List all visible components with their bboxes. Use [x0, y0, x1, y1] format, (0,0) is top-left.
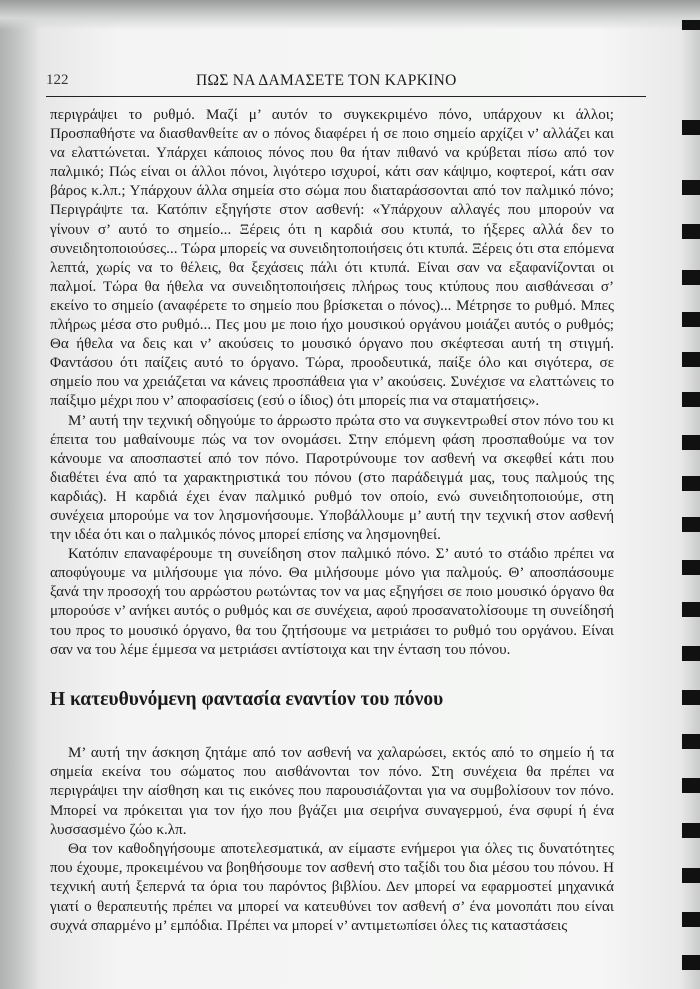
binding-tab: [682, 602, 700, 617]
binding-tab: [682, 955, 700, 970]
binding-tab: [682, 20, 700, 30]
binding-tab: [682, 224, 700, 239]
running-title: ΠΩΣ ΝΑ ΔΑΜΑΣΕΤΕ ΤΟΝ ΚΑΡΚΙΝΟ: [196, 72, 457, 89]
binding-tab: [682, 868, 700, 883]
paragraph: Μ’ αυτή την τεχνική οδηγούμε το άρρωστο πρώτα στο να συγκεντρωθεί στον πόνο του κι έπειτα του μαθαίνουμε πώς να τον ονομάσει. Στην επόμενη φάση προσπαθούμε να τον κάνουμε να αποσπαστεί από τον πόνο. Παροτρύνουμε τον ασθενή να σκεφθεί κάτι που διαθέτει ένα από τα χαρακτηριστικά του πόνου (στο παράδειγμά μας, τους παλμούς της καρδιάς). Η καρδιά έχει έναν παλμικό ρυθμό τον οποίο, ενώ συνειδητοποιούμε, στη συνέχεια μπορούμε να τον λησμονήσουμε. Υποβάλλουμε μ’ αυτή την τεχνική στον ασθενή την ιδέα ότι και ο παλμικός πόνος μπορεί επίσης να λησμονηθεί.: [50, 412, 614, 544]
binding-tab: [682, 120, 700, 135]
binding-tab: [682, 560, 700, 575]
spiral-binding: [678, 20, 700, 989]
binding-tab: [682, 312, 700, 327]
binding-tab: [682, 912, 700, 927]
binding-tab: [682, 646, 700, 661]
gutter-shadow: [0, 0, 40, 989]
scan-top-edge: [0, 0, 700, 30]
binding-tab: [682, 517, 700, 532]
binding-tab: [682, 270, 700, 285]
binding-tab: [682, 392, 700, 407]
binding-tab: [682, 823, 700, 838]
paragraph: Μ’ αυτή την άσκηση ζητάμε από τον ασθενή να χαλαρώσει, εκτός από το σημείο ή τα σημεία εκείνα του σώματος που αισθάνονται τον πόνο. Στη συνέχεια θα πρέπει να περιγράψει την αίσθηση και τις εικόνες που παρουσιάζονται για να συμβολίσουν τον πόνο. Μπορεί να πρόκειται για τον ήχο που βγάζει μια σειρήνα συναγερμού, ένα σφυρί ή ένα λυσσασμένο ζώο κ.λπ.: [50, 745, 614, 838]
section-text: [50, 744, 614, 936]
paragraph: Θα τον καθοδηγήσουμε αποτελεσματικά, αν είμαστε ενήμεροι για όλες τις δυνατότητες που έχουμε, προκειμένου να βοηθήσουμε τον ασθενή στο ταξίδι του δια μέσου του πόνου. Η τεχνική αυτή ξεπερνά τα όρια του παρόντος βιβλίου. Δεν μπορεί να εφαρμοστεί μηχανικά γιατί ο θεραπευτής πρέπει να μπορεί να κατευθύνει τον ασθενή σ’ ένα μονοπάτι που είναι συχνά σπαρμένο μ’ εμπόδια. Πρέπει να μπορεί ν’ αντιμετωπίσει όλες τις καταστάσεις: [50, 841, 614, 934]
binding-tab: [682, 690, 700, 705]
binding-tab: [682, 476, 700, 491]
section-heading: Η κατευθυνόμενη φαντασία εναντίον του πόνου: [50, 689, 444, 710]
binding-tab: [682, 734, 700, 749]
binding-tab: [682, 435, 700, 450]
page-number: 122: [46, 72, 69, 88]
paragraph: Κατόπιν επαναφέρουμε τη συνείδηση στον παλμικό πόνο. Σ’ αυτό το στάδιο πρέπει να αποφύγουμε να μιλήσουμε για πόνο. Θα μιλήσουμε μόνο για παλμούς. Θ’ αποσπάσουμε ξανά την προσοχή του αρρώστου ρωτώντας τον να μας εξηγήσει σε ποιο μουσικό όργανο θα μπορούσε ν’ ανήκει αυτός ο ρυθμός και σε συνέχεια, αφού προσανατολίσουμε τη συνείδησή του προς το μουσικό όργανο, θα του ζητήσουμε να μετριάσει το ρυθμό του οργάνου. Είναι σαν να του λέμε έμμεσα να μετριάσει αντίστοιχα και την ένταση του πόνου.: [50, 546, 614, 658]
body-text: [50, 106, 614, 660]
binding-tab: [682, 180, 700, 195]
binding-tab: [682, 778, 700, 793]
running-header: [46, 68, 646, 97]
binding-tab: [682, 352, 700, 367]
paragraph: περιγράψει το ρυθμό. Μαζί μ’ αυτόν το συγκεκριμένο πόνο, υπάρχουν κι άλλοι; Προσπαθήστε να διασθανθείτε αν ο πόνος διαφέρει ή σε ποιο σημείο αρχίζει ν’ αλλάζει και να ελαττώνεται. Υπάρχει κάποιος πόνος που θα ήταν πιθανό να κρύβεται πίσω από τον παλμικό; Πώς είναι οι άλλοι πόνοι, λιγότερο ισχυροί, κάτι σαν κάψιμο, κοφτεροί, κάτι σαν βάρος κ.λπ.; Υπάρχουν άλλα σημεία στο σώμα που διαταράσσονται από τον παλμικό πόνο; Περιγράψτε τα. Κατόπιν εξηγήστε στον ασθενή: «Υπάρχουν αλλαγές που μπορούν να γίνουν σ’ αυτό το σημείο... Ξέρεις ότι η καρδιά σου κτυπά, το ήξερες αλλά δεν το συνειδητοποιούσες... Τώρα μπορείς να συνειδητοποιήσεις ότι κτυπά. Ξέρεις ότι στα επόμενα λεπτά, χωρίς να το θέλεις, θα ξεχάσεις πάλι ότι κτυπά. Είναι σαν να εξαφανίζονται οι παλμοί. Τώρα θα ήθελα να συνειδητοποιήσεις πλήρως τους κτύπους που αισθάνεσαι σ’ εκείνο το σημείο (αναφέρετε το σημείο που βρίσκεται ο πόνος)... Μέτρησε το ρυθμό. Μπες πλήρως μέσα στο ρυθμό... Πες μου με ποιο ήχο μουσικού οργάνου μοιάζει αυτός ο ρυθμός; Θα ήθελα να δεις και ν’ ακούσεις το μουσικό όργανο που σκέφτεσαι αυτή τη στιγμή. Φαντάσου ότι παίζεις αυτό το όργανο. Τώρα, προοδευτικά, παίξε όλο και σιγότερα, σε σημείο που να χρειάζεται να κάνεις προσπάθεια για ν’ ακούσεις. Συνέχισε να ελαττώνεις το παίξιμο μέχρι που ν’ αποφασίσεις (εσύ ο ίδιος) ότι μπορείς πια να σταματήσεις».: [50, 107, 614, 410]
